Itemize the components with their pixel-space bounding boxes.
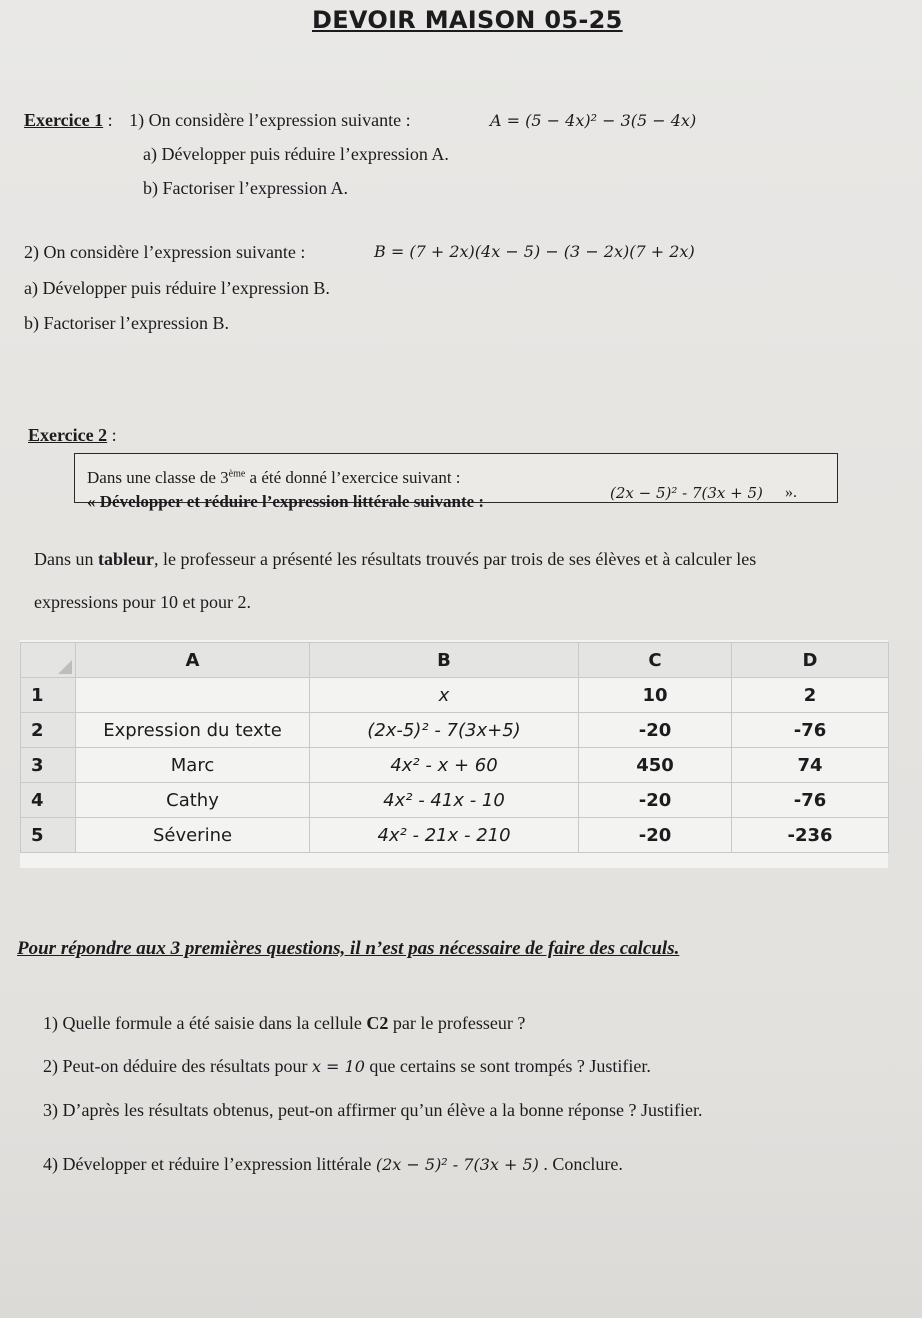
box-line-1-post: a été donné l’exercice suivant : xyxy=(245,468,461,487)
cell-c4[interactable]: -20 xyxy=(579,783,732,818)
cell-d3[interactable]: 74 xyxy=(732,748,889,783)
cell-b1[interactable]: x xyxy=(310,678,579,713)
cell-d2[interactable]: -76 xyxy=(732,713,889,748)
cell-a5[interactable]: Séverine xyxy=(76,818,310,853)
intro-post: , le professeur a présenté les résultats trouvés par trois de ses élèves et à calculer les xyxy=(154,549,757,569)
column-header-a[interactable]: A xyxy=(76,643,310,678)
question-3: 3) D’après les résultats obtenus, peut-on affirmer qu’un élève a la bonne réponse ? Justifier. xyxy=(43,1100,703,1120)
column-header-d[interactable]: D xyxy=(732,643,889,678)
exercise-2-line xyxy=(28,425,117,446)
question-4-post: . Conclure. xyxy=(538,1154,623,1174)
exercise-1-q1b: b) Factoriser l’expression A. xyxy=(143,178,348,198)
box-line-2: « Développer et réduire l’expression littérale suivante : xyxy=(87,492,485,511)
exercise-1-q2a: a) Développer puis réduire l’expression B. xyxy=(24,278,330,298)
cell-a4[interactable]: Cathy xyxy=(76,783,310,818)
box-line-1-sup: ème xyxy=(228,468,246,480)
exercise-statement-box xyxy=(74,453,838,511)
corner-cell[interactable] xyxy=(21,643,76,678)
exercise-1-q2-intro: 2) On considère l’expression suivante : xyxy=(24,242,306,262)
question-2-pre: 2) Peut-on déduire des résultats pour xyxy=(43,1056,312,1076)
spreadsheet-header-row xyxy=(21,643,889,678)
intro-pre: Dans un xyxy=(34,549,98,569)
exercise-1-q1a: a) Développer puis réduire l’expression A. xyxy=(143,144,449,164)
exercise-2-colon: : xyxy=(107,425,117,445)
exercise-1-colon: : xyxy=(103,110,113,130)
cell-d5[interactable]: -236 xyxy=(732,818,889,853)
column-header-c[interactable]: C xyxy=(579,643,732,678)
question-4 xyxy=(43,1154,623,1175)
cell-d4[interactable]: -76 xyxy=(732,783,889,818)
box-line-1-pre: Dans une classe de 3 xyxy=(87,468,229,487)
cell-a1[interactable] xyxy=(76,678,310,713)
cell-a3[interactable]: Marc xyxy=(76,748,310,783)
exercise-2-intro-line-2: expressions pour 10 et pour 2. xyxy=(34,592,251,612)
box-expression: (2x − 5)² - 7(3x + 5) xyxy=(610,484,763,502)
question-4-pre: 4) Développer et réduire l’expression littérale xyxy=(43,1154,376,1174)
cell-b4[interactable]: 4x² - 41x - 10 xyxy=(310,783,579,818)
select-all-icon xyxy=(58,660,72,674)
question-2 xyxy=(43,1056,651,1077)
cell-b5[interactable]: 4x² - 21x - 210 xyxy=(310,818,579,853)
cell-a2[interactable]: Expression du texte xyxy=(76,713,310,748)
question-1 xyxy=(43,1013,525,1034)
table-row xyxy=(21,818,889,853)
cell-c1[interactable]: 10 xyxy=(579,678,732,713)
exercise-1-line xyxy=(24,110,411,131)
question-1-post: par le professeur ? xyxy=(388,1013,526,1033)
cell-d1[interactable]: 2 xyxy=(732,678,889,713)
exercise-2-label: Exercice 2 xyxy=(28,425,108,445)
question-1-bold: C2 xyxy=(366,1013,389,1033)
row-header[interactable]: 4 xyxy=(21,783,76,818)
exercise-2-intro-line-1 xyxy=(34,549,756,570)
cell-c3[interactable]: 450 xyxy=(579,748,732,783)
question-2-math: x = 10 xyxy=(311,1057,365,1076)
column-header-b[interactable]: B xyxy=(310,643,579,678)
cell-c2[interactable]: -20 xyxy=(579,713,732,748)
box-close-quote: ». xyxy=(785,484,797,501)
cell-c5[interactable]: -20 xyxy=(579,818,732,853)
table-row xyxy=(21,678,889,713)
table-row xyxy=(21,783,889,818)
cell-b3[interactable]: 4x² - x + 60 xyxy=(310,748,579,783)
expression-a: A = (5 − 4x)² − 3(5 − 4x) xyxy=(490,111,697,130)
expression-b: B = (7 + 2x)(4x − 5) − (3 − 2x)(7 + 2x) xyxy=(374,242,695,261)
intro-bold: tableur xyxy=(98,549,154,569)
row-header[interactable]: 2 xyxy=(21,713,76,748)
cell-b2[interactable]: (2x-5)² - 7(3x+5) xyxy=(310,713,579,748)
exercise-1-label: Exercice 1 xyxy=(24,110,104,130)
question-2-post: que certains se sont trompés ? Justifier. xyxy=(364,1056,651,1076)
row-header[interactable]: 1 xyxy=(21,678,76,713)
table-row xyxy=(21,713,889,748)
question-1-pre: 1) Quelle formule a été saisie dans la cellule xyxy=(43,1013,367,1033)
spreadsheet-table xyxy=(20,642,889,853)
table-row xyxy=(21,748,889,783)
questions-heading: Pour répondre aux 3 premières questions, il n’est pas nécessaire de faire des calculs. xyxy=(17,938,680,959)
question-4-math: (2x − 5)² - 7(3x + 5) xyxy=(375,1155,539,1174)
exercise-1-q2b: b) Factoriser l’expression B. xyxy=(24,313,229,333)
exercise-1-q1-intro: 1) On considère l’expression suivante : xyxy=(129,110,411,130)
row-header[interactable]: 5 xyxy=(21,818,76,853)
box-line-1 xyxy=(87,468,461,488)
page-title: DEVOIR MAISON 05-25 xyxy=(312,6,623,34)
row-header[interactable]: 3 xyxy=(21,748,76,783)
